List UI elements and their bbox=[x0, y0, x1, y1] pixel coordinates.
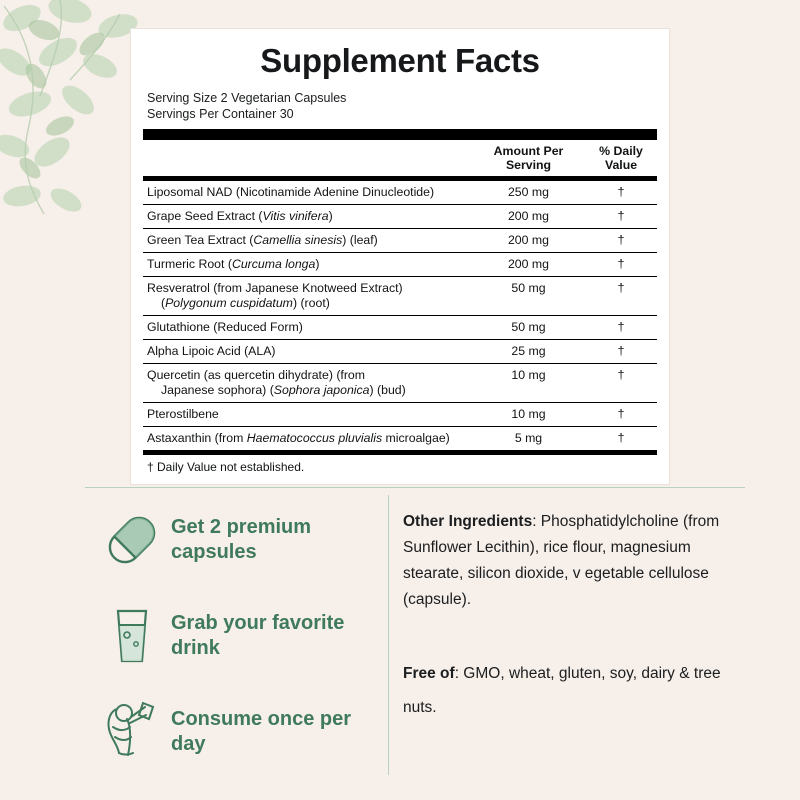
ingredient-daily-value: † bbox=[585, 364, 657, 403]
step-label: Consume once per day bbox=[171, 708, 352, 755]
ingredient-name: Alpha Lipoic Acid (ALA) bbox=[143, 340, 472, 364]
table-row bbox=[143, 205, 657, 229]
usage-steps bbox=[93, 503, 383, 791]
ingredient-amount: 200 mg bbox=[472, 205, 585, 229]
ingredient-daily-value: † bbox=[617, 431, 625, 445]
table-row bbox=[143, 316, 657, 340]
lower-section bbox=[85, 487, 745, 777]
other-ingredients-text: : Phosphatidylcholine (from Sunflower Lecithin), rice flour, magnesium stearate, silicon dioxide, v egetable cellulose (capsule). bbox=[403, 513, 720, 608]
ingredient-amount: 250 mg bbox=[472, 181, 585, 205]
other-ingredients bbox=[403, 509, 743, 613]
table-row bbox=[143, 229, 657, 253]
supplement-facts-panel bbox=[130, 28, 670, 485]
ingredient-amount: 200 mg bbox=[472, 253, 585, 277]
ingredient-amount: 50 mg bbox=[472, 316, 585, 340]
ingredient-amount: 5 mg bbox=[514, 431, 543, 445]
ingredient-daily-value: † bbox=[585, 229, 657, 253]
list-item bbox=[93, 599, 383, 673]
ingredient-name: Glutathione (Reduced Form) bbox=[143, 316, 472, 340]
footnote: † Daily Value not established. bbox=[147, 460, 305, 474]
header-amount: Amount Per Serving bbox=[493, 144, 564, 172]
ingredient-amount: 10 mg bbox=[472, 403, 585, 427]
ingredient-daily-value: † bbox=[585, 253, 657, 277]
header-daily-value: % Daily Value bbox=[599, 144, 643, 172]
divider-thick bbox=[143, 129, 657, 140]
glass-icon bbox=[93, 605, 171, 667]
ingredient-name: Green Tea Extract (Camellia sinesis) (leaf) bbox=[143, 229, 472, 253]
ingredient-amount: 200 mg bbox=[472, 229, 585, 253]
table-row bbox=[143, 427, 657, 451]
ingredient-name: Grape Seed Extract (Vitis vinifera) bbox=[143, 205, 472, 229]
capsule-icon bbox=[93, 511, 171, 569]
facts-rows-table bbox=[143, 181, 657, 450]
ingredient-daily-value: † bbox=[585, 340, 657, 364]
step-label: Get 2 premium capsules bbox=[171, 516, 312, 563]
ingredient-daily-value: † bbox=[585, 403, 657, 427]
ingredient-name: Astaxanthin (from Haematococcus pluvialis microalgae) bbox=[147, 431, 450, 445]
list-item bbox=[93, 695, 383, 769]
table-row bbox=[143, 340, 657, 364]
list-item bbox=[93, 503, 383, 577]
facts-table bbox=[143, 140, 657, 176]
ingredient-amount: 25 mg bbox=[472, 340, 585, 364]
table-row bbox=[143, 181, 657, 205]
servings-per-container: Servings Per Container 30 bbox=[147, 107, 294, 121]
ingredient-name: Pterostilbene bbox=[143, 403, 472, 427]
ingredient-name: Turmeric Root (Curcuma longa) bbox=[143, 253, 472, 277]
info-column bbox=[403, 509, 743, 725]
ingredient-name: Liposomal NAD (Nicotinamide Adenine Dinucleotide) bbox=[143, 181, 472, 205]
ingredient-name: Resveratrol (from Japanese Knotweed Extract) (Polygonum cuspidatum) (root) bbox=[143, 277, 472, 316]
table-row bbox=[143, 277, 657, 316]
step-label: Grab your favorite drink bbox=[171, 612, 345, 659]
free-of-text: : GMO, wheat, gluten, soy, dairy & tree nuts. bbox=[403, 665, 721, 716]
free-of bbox=[403, 657, 743, 725]
page-title: Supplement Facts bbox=[260, 42, 540, 79]
ingredient-daily-value: † bbox=[585, 277, 657, 316]
table-header-row bbox=[143, 140, 657, 176]
free-of-label: Free of bbox=[403, 665, 455, 682]
divider-horizontal bbox=[85, 487, 745, 488]
ingredient-name: Quercetin (as quercetin dihydrate) (from Japanese sophora) (Sophora japonica) (bud) bbox=[143, 364, 472, 403]
header-blank bbox=[143, 140, 472, 176]
serving-size: Serving Size 2 Vegetarian Capsules bbox=[147, 91, 347, 105]
ingredient-daily-value: † bbox=[585, 205, 657, 229]
person-drinking-icon bbox=[93, 697, 171, 767]
table-row bbox=[143, 253, 657, 277]
divider-vertical bbox=[388, 495, 389, 775]
ingredient-daily-value: † bbox=[585, 181, 657, 205]
ingredient-amount: 50 mg bbox=[472, 277, 585, 316]
ingredient-daily-value: † bbox=[585, 316, 657, 340]
table-row bbox=[143, 364, 657, 403]
table-row bbox=[143, 403, 657, 427]
other-ingredients-label: Other Ingredients bbox=[403, 513, 533, 530]
ingredient-amount: 10 mg bbox=[472, 364, 585, 403]
